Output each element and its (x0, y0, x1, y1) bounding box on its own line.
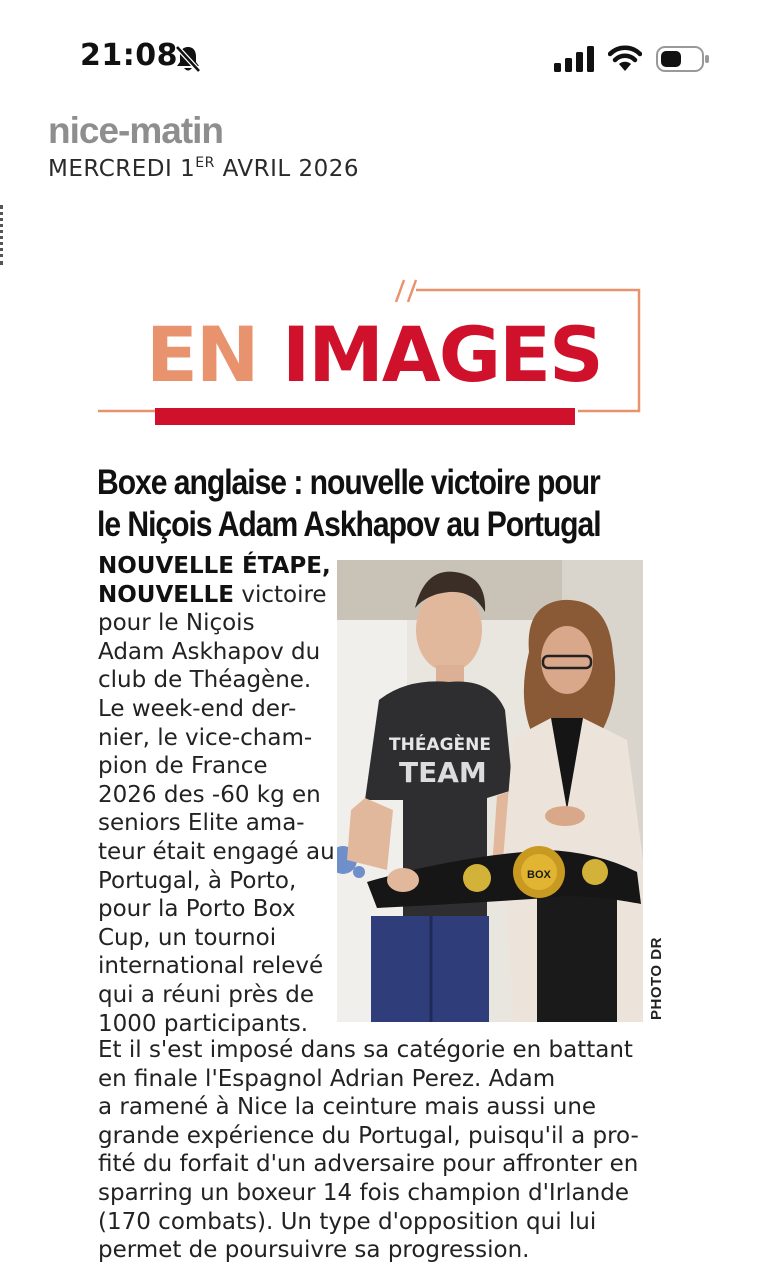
banner-underline (155, 408, 575, 425)
bell-slash-icon (174, 44, 202, 74)
article-line (98, 581, 338, 610)
article-line: nier, le vice-cham- (98, 724, 313, 751)
article-line: Cup, un tournoi (98, 924, 277, 951)
page-edge-marker (0, 205, 6, 265)
article-line: grande expérience du Portugal, puisqu'il a pro- (98, 1122, 639, 1149)
article-line: seniors Elite ama- (98, 810, 305, 837)
article-lead: NOUVELLE ÉTAPE, (98, 553, 331, 579)
article-line: Adam Askhapov du (98, 638, 321, 665)
article-line: a ramené à Nice la ceinture mais aussi une (98, 1094, 597, 1121)
section-banner (98, 270, 643, 435)
status-time: 21:08 (80, 38, 178, 73)
date-prefix: MERCREDI 1 (48, 156, 196, 182)
article-line: international relevé (98, 953, 324, 980)
section-title (146, 310, 602, 399)
belt-text: BOX (527, 869, 551, 881)
newspaper-brand: nice-matin (48, 110, 224, 151)
publication-date (48, 155, 359, 182)
date-ordinal: ER (195, 155, 215, 171)
status-bar (0, 0, 774, 110)
date-suffix: AVRIL 2026 (214, 156, 360, 182)
article-line: Portugal, à Porto, (98, 867, 297, 894)
article-line: club de Théagène. (98, 667, 312, 694)
article-line: permet de poursuivre sa progression. (98, 1237, 530, 1264)
article-text: victoire (234, 581, 327, 608)
boxer-photo-illustration (337, 560, 643, 1022)
article-line: Et il s'est imposé dans sa catégorie en battant (98, 1037, 633, 1063)
photo-credit: PHOTO DR (648, 937, 665, 1020)
tshirt-text-2: TEAM (399, 756, 487, 789)
article-lead: NOUVELLE (98, 581, 235, 608)
article-line: fité du forfait d'un adversaire pour affronter en (98, 1151, 639, 1178)
article-column (98, 552, 338, 1038)
article-line: sparring un boxeur 14 fois champion d'Irlande (98, 1179, 629, 1206)
wifi-icon (608, 44, 642, 72)
article-line: 2026 des -60 kg en (98, 781, 321, 808)
article-line: qui a réuni près de (98, 981, 314, 1008)
article-photo (337, 560, 643, 1022)
article-line: en finale l'Espagnol Adrian Perez. Adam (98, 1065, 556, 1092)
headline-line: Boxe anglaise : nouvelle victoire pour (97, 463, 600, 502)
battery-icon (656, 46, 710, 72)
article-line: teur était engagé au (98, 838, 335, 865)
tshirt-text-1: THÉAGÈNE (389, 735, 491, 755)
article-line: 1000 participants. (98, 1010, 309, 1037)
article-line: Le week-end der- (98, 695, 297, 722)
section-title-word1: EN (146, 310, 258, 399)
headline-line: le Niçois Adam Askhapov au Portugal (97, 505, 601, 544)
article-line: pour le Niçois (98, 610, 255, 637)
article-line: (170 combats). Un type d'opposition qui lui (98, 1208, 597, 1235)
article-line: pion de France (98, 753, 268, 780)
article-headline (97, 462, 613, 546)
cellular-signal-icon (554, 46, 596, 72)
section-title-word2: IMAGES (282, 310, 602, 399)
article-body (98, 1036, 648, 1265)
article-line: pour la Porto Box (98, 896, 296, 923)
